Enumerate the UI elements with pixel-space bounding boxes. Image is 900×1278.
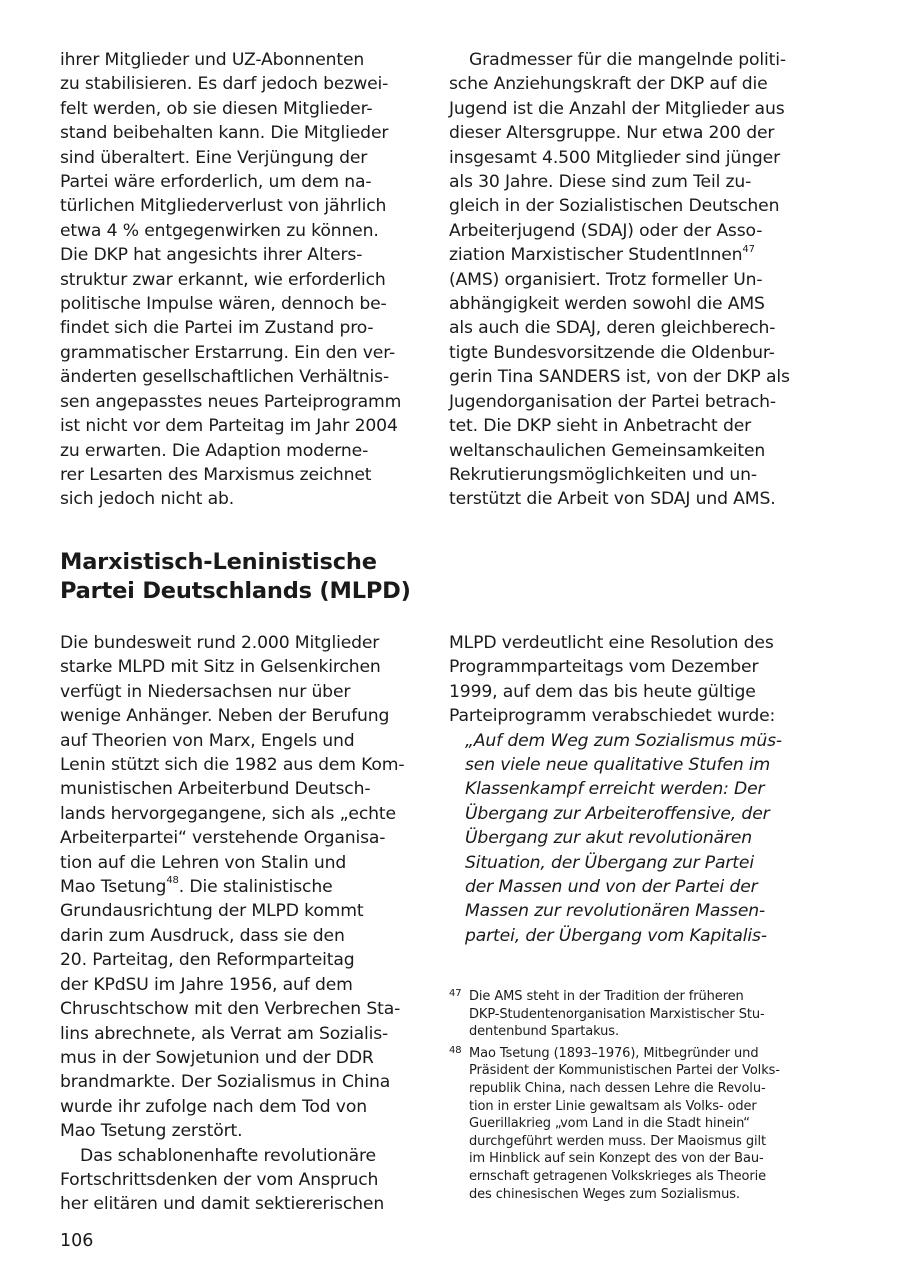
text-line: zu erwarten. Die Adaption moderne-	[60, 440, 369, 461]
text-line: terstützt die Arbeit von SDAJ und AMS.	[449, 489, 776, 510]
text-line: Lenin stützt sich die 1982 aus dem Kom-	[60, 755, 405, 776]
footnotes	[449, 988, 811, 1207]
footnote-reference-47[interactable]: 47	[742, 243, 755, 255]
text-line: politische Impulse wären, dennoch be-	[60, 294, 387, 315]
text-line: findet sich die Partei im Zustand pro-	[60, 318, 374, 339]
text-line: Die DKP hat angesichts ihrer Alters-	[60, 245, 363, 266]
text-line: Programmparteitags vom Dezember	[449, 657, 759, 678]
text-line: Chruschtschow mit den Verbrechen Sta-	[60, 999, 401, 1020]
text-line: MLPD verdeutlicht eine Resolution des	[449, 633, 774, 653]
text-line: wenige Anhänger. Neben der Berufung	[60, 706, 390, 727]
text-line: türlichen Mitgliederverlust von jährlich	[60, 196, 387, 217]
section-heading	[60, 548, 460, 606]
text-line: tion auf die Lehren von Stalin und	[60, 852, 347, 873]
text-line: ist nicht vor dem Parteitag im Jahr 2004	[60, 416, 398, 437]
text-line: her elitären und damit sektiererischen	[60, 1194, 385, 1215]
text-line: starke MLPD mit Sitz in Gelsenkirchen	[60, 657, 381, 678]
text-line: mus in der Sowjetunion und der DDR	[60, 1047, 374, 1068]
text-column-top-right	[449, 48, 807, 512]
text-line: grammatischer Erstarrung. Ein den ver-	[60, 342, 396, 363]
text-line: 1999, auf dem das bis heute gültige	[449, 681, 756, 702]
footnote-line: im Hinblick auf sein Konzept des von der Bau-	[469, 1151, 764, 1167]
text-line: verfügt in Niedersachsen nur über	[60, 681, 351, 702]
text-line: tigte Bundesvorsitzende die Oldenbur-	[449, 342, 775, 363]
text-line: Arbeiterjugend (SDAJ) oder der Asso-	[449, 220, 763, 241]
text-line: auf Theorien von Marx, Engels und	[60, 730, 355, 751]
text-line: dieser Altersgruppe. Nur etwa 200 der	[449, 123, 775, 144]
quote-line: partei, der Übergang vom Kapitalis-	[465, 925, 767, 946]
text-line: munistischen Arbeiterbund Deutsch-	[60, 779, 371, 800]
text-column-bottom-right	[449, 631, 807, 948]
quote-line: „Auf dem Weg zum Sozialismus müs-	[465, 730, 782, 751]
text-column-bottom-left	[60, 631, 418, 1217]
text-line: rer Lesarten des Marxismus zeichnet	[60, 464, 372, 485]
text-line: struktur zwar erkannt, wie erforderlich	[60, 269, 386, 290]
text-line: Das schablonenhafte revolutionäre	[80, 1145, 376, 1166]
text-line: als auch die SDAJ, deren gleichberech-	[449, 318, 776, 339]
heading-line: Marxistisch-Leninistische	[60, 549, 377, 575]
footnote-line: des chinesischen Weges zum Sozialismus.	[469, 1186, 740, 1202]
footnote-line: Präsident der Kommunistischen Partei der Volks-	[469, 1063, 780, 1079]
footnote-line: dentenbund Spartakus.	[469, 1024, 619, 1040]
text-line: Gradmesser für die mangelnde politi-	[469, 50, 786, 70]
text-line: brandmarkte. Der Sozialismus in China	[60, 1072, 391, 1093]
text-line: Mao Tsetung zerstört.	[60, 1121, 243, 1142]
quote-line: Übergang zur akut revolutionären	[465, 828, 753, 849]
quote-line: Massen zur revolutionären Massen-	[465, 901, 766, 922]
text-line: lins abrechnete, als Verrat am Sozialis-	[60, 1023, 389, 1044]
text-line: zu stabilisieren. Es darf jedoch bezwei-	[60, 74, 389, 95]
text-line: sind überaltert. Eine Verjüngung der	[60, 147, 368, 168]
footnote-line: durchgeführt werden muss. Der Maoismus gilt	[469, 1133, 766, 1149]
text-line: insgesamt 4.500 Mitglieder sind jünger	[449, 147, 781, 168]
text-line: gleich in der Sozialistischen Deutschen	[449, 196, 780, 217]
text-line: etwa 4 % entgegenwirken zu können.	[60, 220, 379, 241]
text-line: Partei wäre erforderlich, um dem na-	[60, 172, 372, 193]
text-line: Parteiprogramm verabschiedet wurde:	[449, 706, 776, 727]
text-line: Arbeiterpartei“ verstehende Organisa-	[60, 828, 386, 849]
text-line: tet. Die DKP sieht in Anbetracht der	[449, 416, 752, 437]
text-line: sich jedoch nicht ab.	[60, 489, 235, 510]
text-line: sen angepasstes neues Parteiprogramm	[60, 391, 402, 412]
quote-line: Übergang zur Arbeiteroffensive, der	[465, 803, 770, 824]
text-line: gerin Tina SANDERS ist, von der DKP als	[449, 367, 790, 388]
quote-line: Klassenkampf erreicht werden: Der	[465, 779, 765, 800]
footnote-number: 47	[449, 988, 462, 999]
page-number: 106	[60, 1231, 94, 1251]
text-line: Die bundesweit rund 2.000 Mitglieder	[60, 633, 380, 653]
quote-line: sen viele neue qualitative Stufen im	[465, 755, 771, 776]
footnote-line: Die AMS steht in der Tradition der früheren	[469, 989, 744, 1004]
quote-line: Situation, der Übergang zur Partei	[465, 852, 754, 873]
footnote-line: republik China, nach dessen Lehre die Revolu-	[469, 1080, 766, 1096]
text-line: Rekrutierungsmöglichkeiten und un-	[449, 464, 757, 485]
text-line: Grundausrichtung der MLPD kommt	[60, 901, 364, 922]
footnote-line: DKP-Studentenorganisation Marxistischer Stu-	[469, 1006, 765, 1022]
text-column-top-left	[60, 48, 418, 512]
text-line: (AMS) organisiert. Trotz formeller Un-	[449, 269, 763, 290]
footnote-line: Guerillakrieg „vom Land in die Stadt hinein“	[469, 1116, 750, 1132]
text-line	[60, 875, 418, 899]
heading-line: Partei Deutschlands (MLPD)	[60, 578, 411, 604]
footnote-line: ernschaft getragenen Volkskrieges als Theorie	[469, 1168, 767, 1184]
footnote-line: tion in erster Linie gewaltsam als Volks- oder	[469, 1098, 757, 1114]
text-line: sche Anziehungskraft der DKP auf die	[449, 74, 768, 95]
footnote-47	[449, 988, 811, 1041]
text-line: ihrer Mitglieder und UZ-Abonnenten	[60, 50, 365, 70]
footnote-reference-48[interactable]: 48	[166, 875, 179, 887]
text-line: lands hervorgegangene, sich als „echte	[60, 803, 396, 824]
footnote-line: Mao Tsetung (1893–1976), Mitbegründer und	[469, 1045, 759, 1061]
text-line	[449, 243, 807, 267]
text-segment: ziation Marxistischer StudentInnen	[449, 245, 743, 266]
text-line: als 30 Jahre. Diese sind zum Teil zu-	[449, 172, 752, 193]
text-line: 20. Parteitag, den Reformparteitag	[60, 950, 355, 971]
text-line: weltanschaulichen Gemeinsamkeiten	[449, 440, 766, 461]
text-line: felt werden, ob sie diesen Mitglieder-	[60, 98, 373, 119]
text-segment: . Die stalinistische	[178, 877, 333, 898]
text-line: Jugendorganisation der Partei betrach-	[449, 391, 776, 412]
text-line: darin zum Ausdruck, dass sie den	[60, 925, 345, 946]
text-line: stand beibehalten kann. Die Mitglieder	[60, 123, 389, 144]
footnote-48	[449, 1045, 811, 1203]
text-line: wurde ihr zufolge nach dem Tod von	[60, 1096, 367, 1117]
text-line: Fortschrittsdenken der vom Anspruch	[60, 1169, 379, 1190]
text-line: änderten gesellschaftlichen Verhältnis-	[60, 367, 390, 388]
text-line: der KPdSU im Jahre 1956, auf dem	[60, 974, 353, 995]
text-segment: Mao Tsetung	[60, 877, 167, 898]
quote-line: der Massen und von der Partei der	[465, 877, 758, 898]
text-line: Jugend ist die Anzahl der Mitglieder aus	[449, 98, 785, 119]
text-line: abhängigkeit werden sowohl die AMS	[449, 294, 765, 315]
footnote-number: 48	[449, 1044, 462, 1056]
